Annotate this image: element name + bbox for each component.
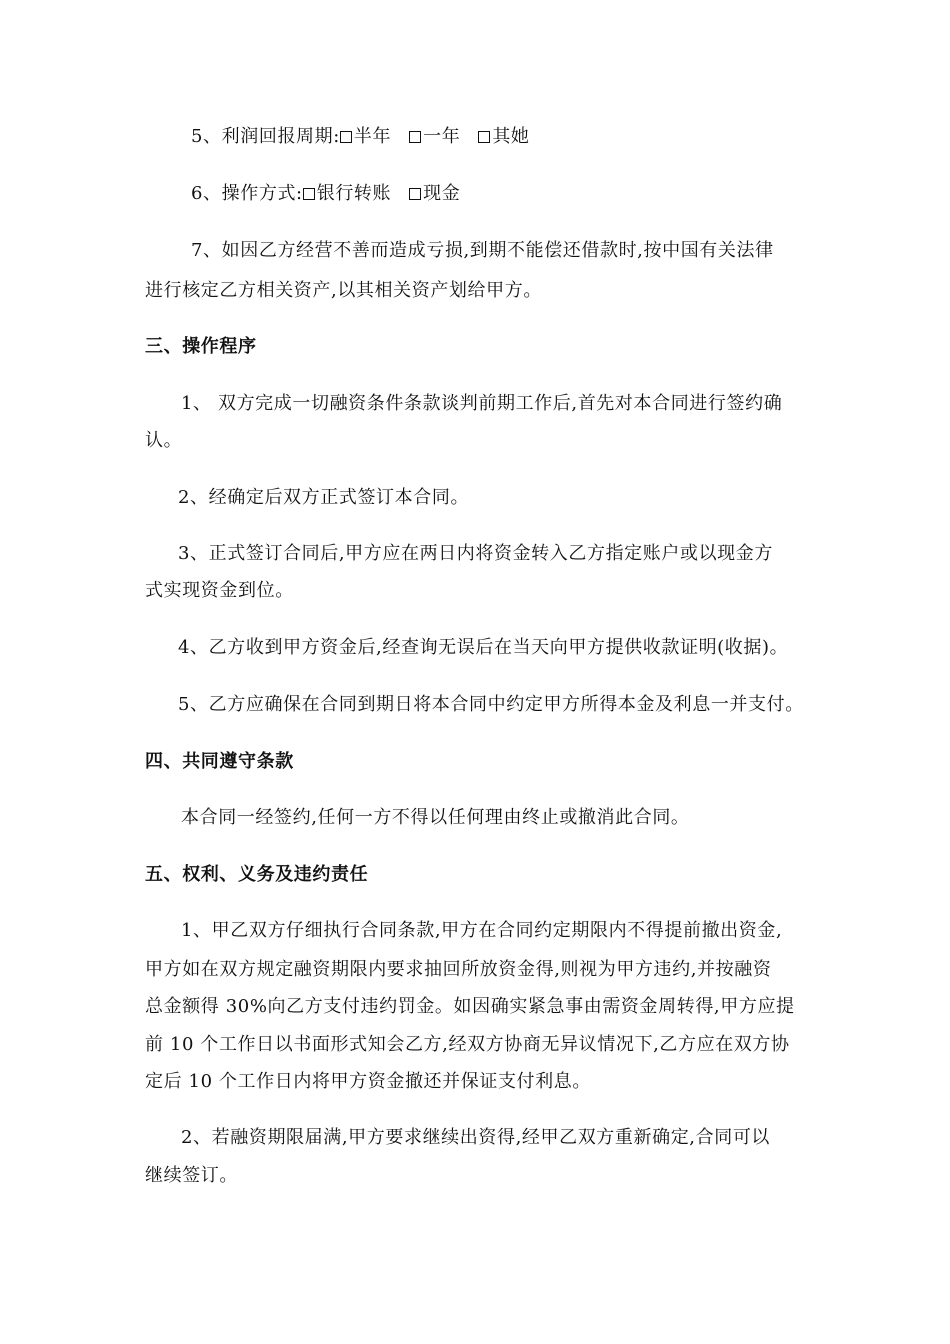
checkbox-other[interactable]	[478, 126, 529, 147]
section-5-para-1-line-5: 定后 10 个工作日内将甲方资金撤还并保证支付利息。	[145, 1071, 591, 1092]
checkbox-bank-transfer[interactable]	[303, 183, 391, 204]
item-6-label: 6、操作方式:	[191, 183, 303, 204]
checkbox-half-year[interactable]	[340, 126, 391, 147]
section-3-para-5: 5、乙方应确保在合同到期日将本合同中约定甲方所得本金及利息一并支付。	[178, 694, 804, 715]
section-5-para-1-line-3: 总金额得 30%向乙方支付违约罚金。如因确实紧急事由需资金周转得,甲方应提	[145, 996, 795, 1017]
section-3-heading: 三、操作程序	[145, 336, 257, 357]
item-6-operation-method	[191, 183, 460, 205]
section-5-para-1-line-4: 前 10 个工作日以书面形式知会乙方,经双方协商无异议情况下,乙方应在双方协	[145, 1034, 790, 1055]
section-4-heading: 四、共同遵守条款	[145, 751, 294, 772]
option-label: 半年	[353, 126, 392, 147]
option-label: 一年	[423, 126, 461, 147]
option-label: 银行转账	[316, 183, 392, 204]
section-5-para-1-line-1: 1、甲乙双方仔细执行合同条款,甲方在合同约定期限内不得提前撤出资金,	[181, 920, 783, 941]
section-3-para-3-line-1: 3、正式签订合同后,甲方应在两日内将资金转入乙方指定账户或以现金方	[178, 543, 773, 564]
section-3-para-4: 4、乙方收到甲方资金后,经查询无误后在当天向甲方提供收款证明(收据)。	[178, 637, 789, 658]
item-7-line-2: 进行核定乙方相关资产,以其相关资产划给甲方。	[145, 280, 542, 301]
section-5-para-2-line-2: 继续签订。	[145, 1165, 238, 1186]
item-5-label: 5、利润回报周期:	[191, 126, 340, 147]
checkbox-cash[interactable]	[409, 183, 460, 204]
section-5-para-2-line-1: 2、若融资期限届满,甲方要求继续出资得,经甲乙双方重新确定,合同可以	[181, 1127, 771, 1148]
checkbox-square-icon	[303, 188, 315, 200]
checkbox-square-icon	[409, 188, 421, 200]
checkbox-square-icon	[340, 131, 352, 143]
option-label: 其她	[492, 126, 530, 147]
section-5-para-1-line-2: 甲方如在双方规定融资期限内要求抽回所放资金得,则视为甲方违约,并按融资	[145, 959, 772, 980]
section-3-para-2: 2、经确定后双方正式签订本合同。	[178, 487, 470, 508]
section-5-heading: 五、权利、义务及违约责任	[145, 864, 369, 885]
section-3-para-3-line-2: 式实现资金到位。	[145, 580, 294, 601]
section-3-para-1-line-1: 1、 双方完成一切融资条件条款谈判前期工作后,首先对本合同进行签约确	[181, 393, 783, 414]
checkbox-square-icon	[478, 131, 490, 143]
item-7-line-1: 7、如因乙方经营不善而造成亏损,到期不能偿还借款时,按中国有关法律	[191, 240, 774, 261]
section-4-para-1: 本合同一经签约,任何一方不得以任何理由终止或撤消此合同。	[181, 807, 690, 828]
checkbox-square-icon	[409, 131, 421, 143]
item-5-profit-cycle	[191, 126, 530, 148]
section-3-para-1-line-2: 认。	[145, 430, 183, 451]
checkbox-one-year[interactable]	[409, 126, 460, 147]
option-label: 现金	[423, 183, 461, 204]
